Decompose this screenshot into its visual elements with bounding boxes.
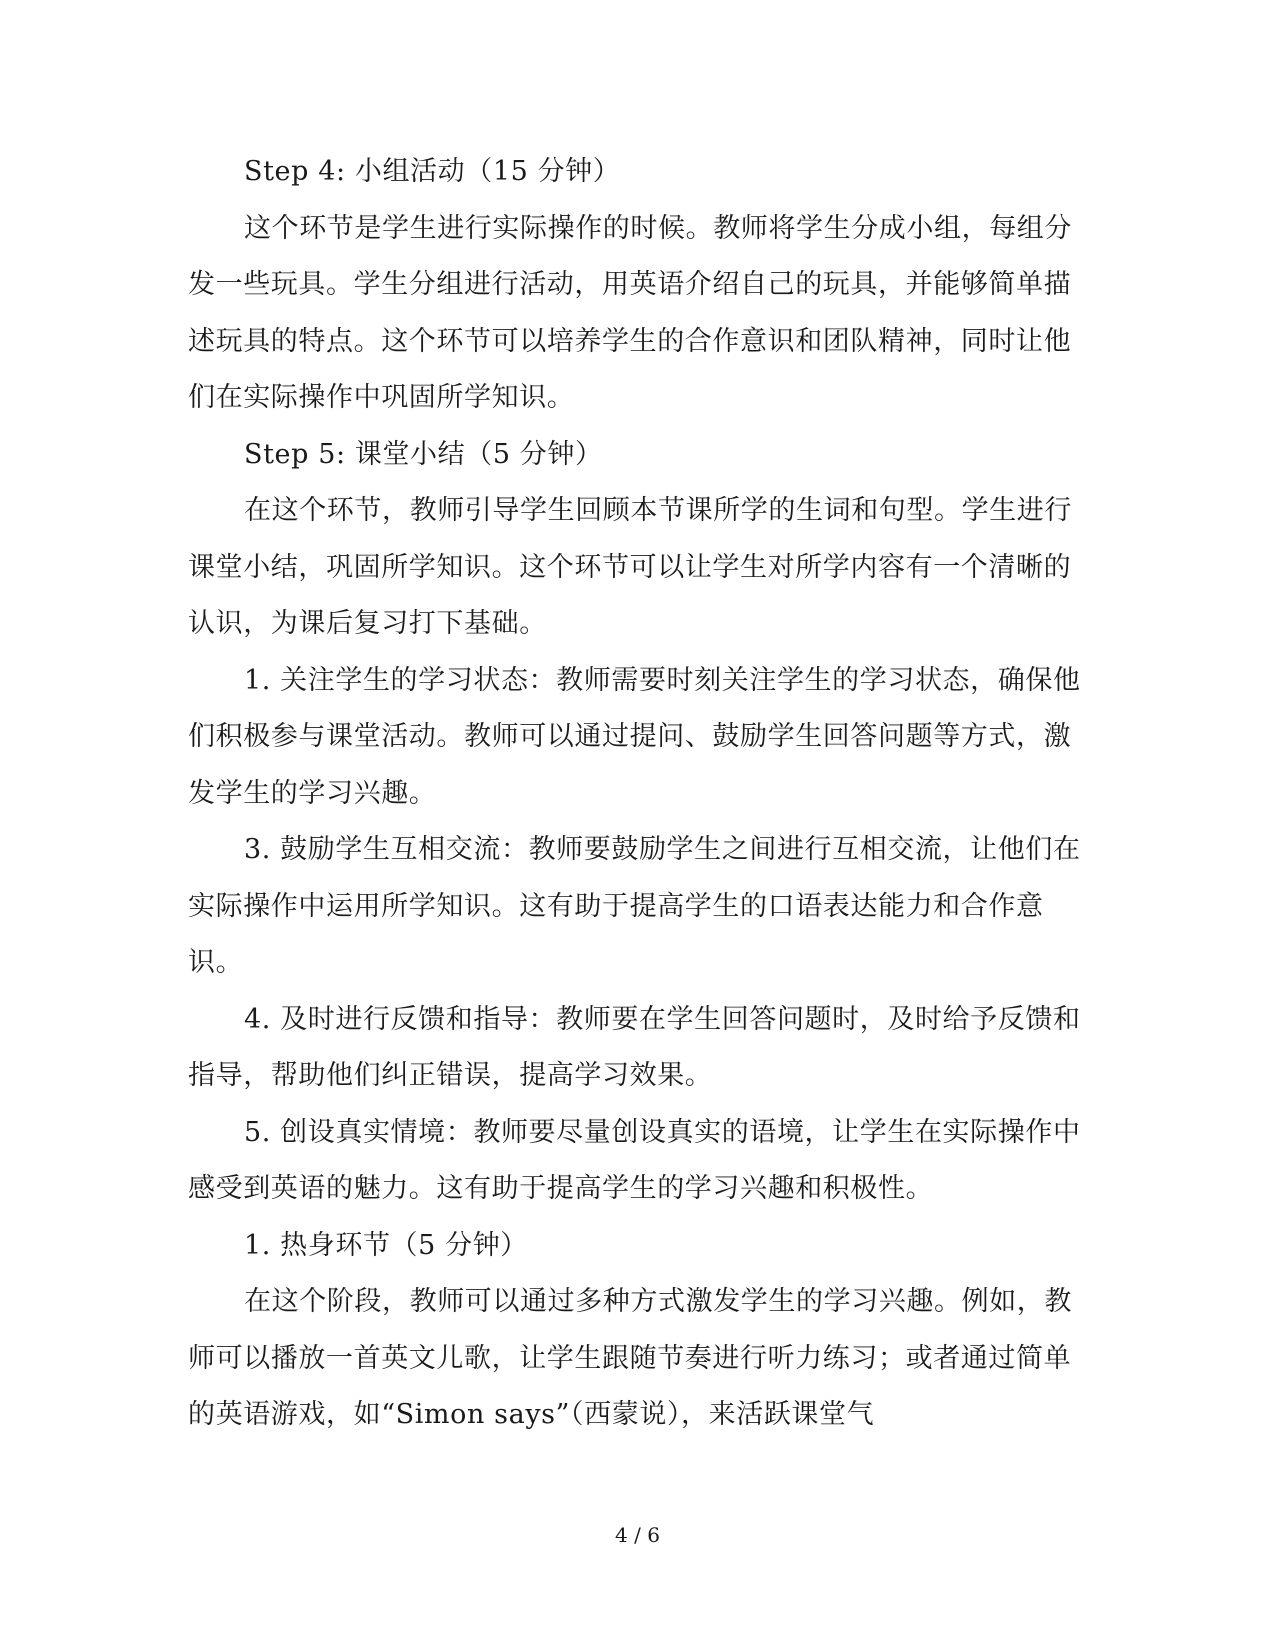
step5-paragraph: 在这个环节，教师引导学生回顾本节课所学的生词和句型。学生进行课堂小结，巩固所学知识。这个环节可以让学生对所学内容有一个清晰的认识，为课后复习打下基础。 <box>188 495 1072 639</box>
tip-4-paragraph: 4. 及时进行反馈和指导：教师要在学生回答问题时，及时给予反馈和指导，帮助他们纠正错误，提高学习效果。 <box>188 1003 1081 1091</box>
tip-5-paragraph: 5. 创设真实情境：教师要尽量创设真实的语境，让学生在实际操作中感受到英语的魅力。这有助于提高学生的学习兴趣和积极性。 <box>188 1116 1081 1204</box>
warmup-paragraph: 在这个阶段，教师可以通过多种方式激发学生的学习兴趣。例如，教师可以播放一首英文儿歌，让学生跟随节奏进行听力练习；或者通过简单的英语游戏，如“Simon says”（西蒙说），来活跃课堂气 <box>188 1286 1072 1430</box>
step4-paragraph: 这个环节是学生进行实际操作的时候。教师将学生分成小组，每组分发一些玩具。学生分组进行活动，用英语介绍自己的玩具，并能够简单描述玩具的特点。这个环节可以培养学生的合作意识和团队精神，同时让他们在实际操作中巩固所学知识。 <box>188 212 1072 413</box>
document-body <box>188 144 1083 1444</box>
tip-1-paragraph: 1. 关注学生的学习状态：教师需要时刻关注学生的学习状态，确保他们积极参与课堂活动。教师可以通过提问、鼓励学生回答问题等方式，激发学生的学习兴趣。 <box>188 664 1081 809</box>
step4-heading: Step 4: 小组活动（15 分钟） <box>244 156 621 187</box>
step5-heading: Step 5: 课堂小结（5 分钟） <box>244 438 603 470</box>
warmup-heading: 1. 热身环节（5 分钟） <box>244 1229 528 1261</box>
tip-3-paragraph: 3. 鼓励学生互相交流：教师要鼓励学生之间进行互相交流，让他们在实际操作中运用所学知识。这有助于提高学生的口语表达能力和合作意识。 <box>188 834 1081 978</box>
page-number: 4 / 6 <box>615 1523 660 1547</box>
